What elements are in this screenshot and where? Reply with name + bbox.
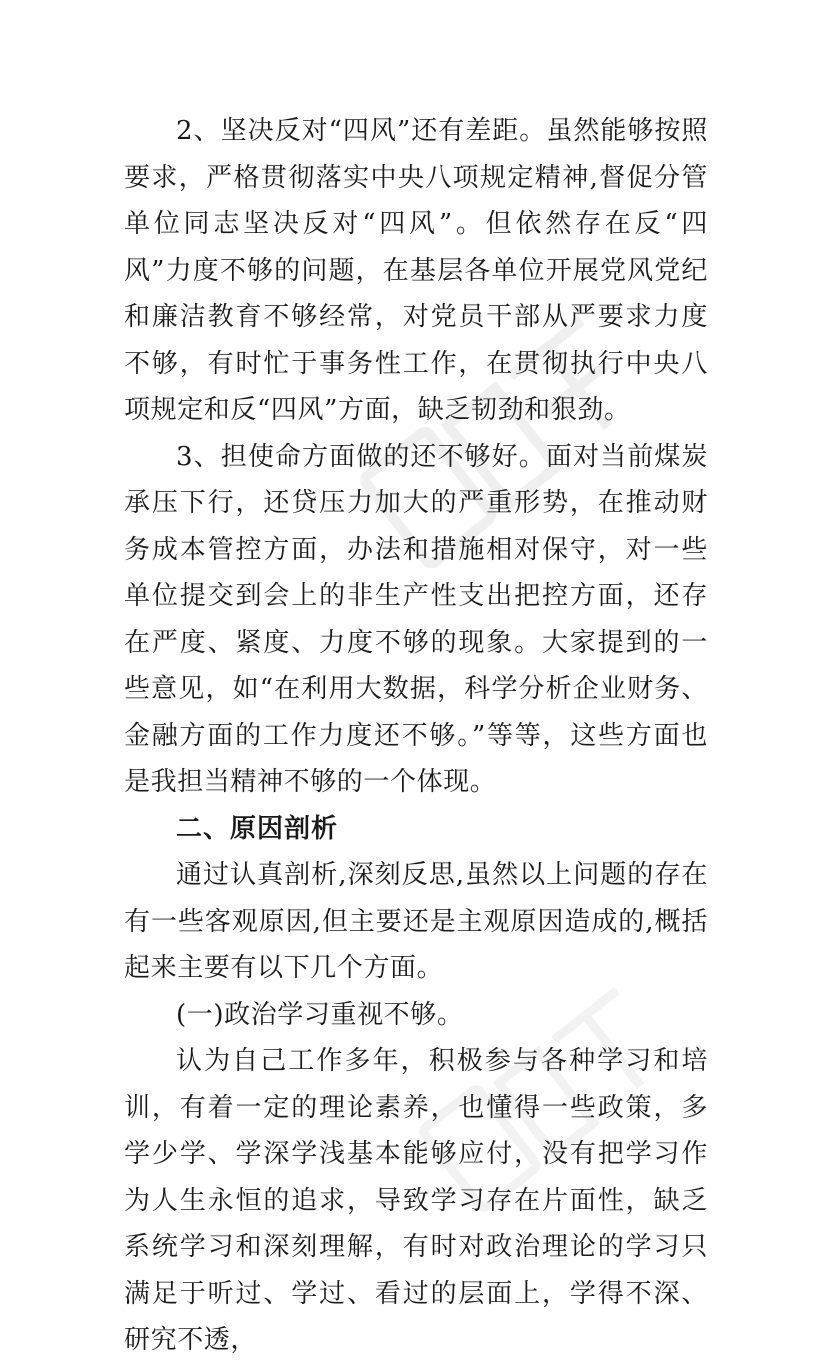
paragraph-mission: 3、担使命方面做的还不够好。面对当前煤炭承压下行，还贷压力加大的严重形势，在推动财务成本管控方面，办法和措施相对保守，对一些单位提交到会上的非生产性支出把控方面，还存在严度、紧度、力度不够的现象。大家提到的一些意见，如“在利用大数据，科学分析企业财务、金融方面的工作力度还不够。”等等，这些方面也是我担当精神不够的一个体现。	[124, 441, 708, 797]
paragraph-four-winds: 2、坚决反对“四风”还有差距。虽然能够按照要求，严格贯彻落实中央八项规定精神,督促分管单位同志坚决反对“四风”。但依然存在反“四风”力度不够的问题，在基层各单位开展党风党纪和廉洁教育不够经常，对党员干部从严要求力度不够，有时忙于事务性工作，在贯彻执行中央八项规定和反“四风”方面，缺乏韧劲和狠劲。	[124, 116, 708, 425]
paragraph-cause-intro: 通过认真剖析,深刻反思,虽然以上问题的存在有一些客观原因,但主要还是主观原因造成的,概括起来主要有以下几个方面。	[124, 860, 708, 983]
section-heading-cause-analysis: 二、原因剖析	[176, 813, 339, 844]
subheading-political-study: (一)政治学习重视不够。	[176, 999, 464, 1030]
paragraph-political-study: 认为自己工作多年，积极参与各种学习和培训，有着一定的理论素养，也懂得一些政策，多学少学、学深学浅基本能够应付，没有把学习作为人生永恒的追求，导致学习存在片面性，缺乏系统学习和深刻理解，有时对政治理论的学习只满足于听过、学过、看过的层面上，学得不深、研究不透，	[124, 1046, 708, 1355]
document-body	[124, 108, 708, 1364]
